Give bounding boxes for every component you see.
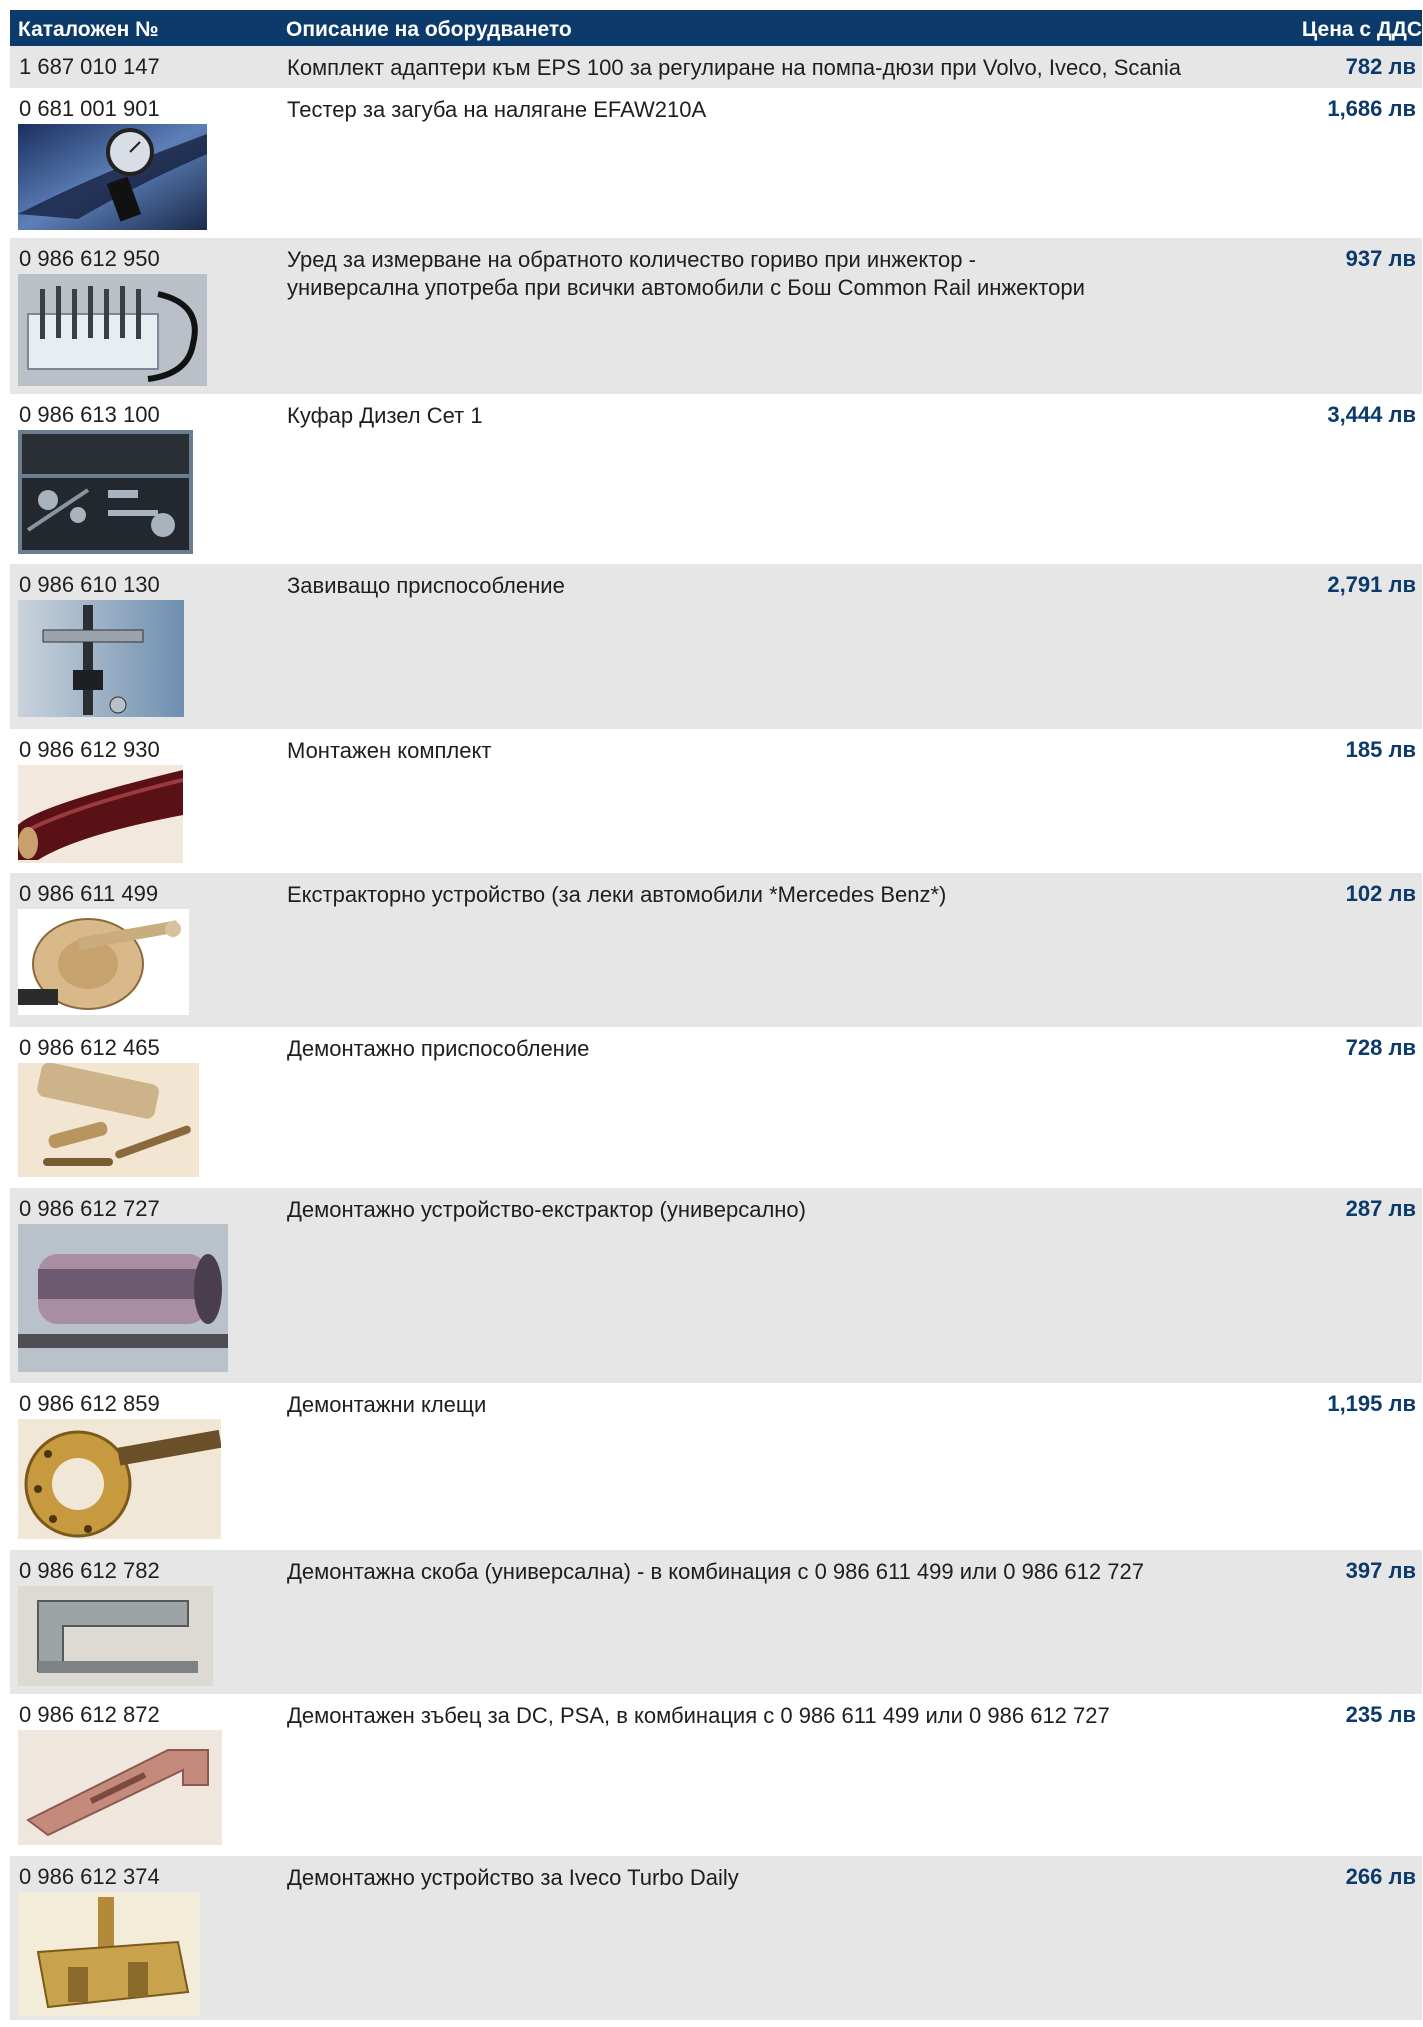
description-line: Комплект адаптери към EPS 100 за регулиране на помпа-дюзи при Volvo, Iveco, Scania [287,55,1181,80]
price: 235 лв [1345,1702,1416,1727]
description [287,737,1287,765]
description-line: Уред за измерване на обратното количество гориво при инжектор - [287,247,976,272]
table-row [10,238,1422,394]
header-description: Описание на оборудването [286,18,572,41]
price: 728 лв [1345,1035,1416,1060]
catalog-number: 0 986 612 727 [19,1196,160,1221]
price: 266 лв [1345,1864,1416,1889]
table-row [10,873,1422,1027]
description-line: Тестер за загуба на налягане EFAW210A [287,97,707,122]
description-line: Демонтажен зъбец за DC, PSA, в комбинация с 0 986 611 499 или 0 986 612 727 [287,1703,1110,1728]
price: 102 лв [1345,881,1416,906]
table-header [10,10,1422,46]
table-row [10,1856,1422,2020]
price: 397 лв [1345,1558,1416,1583]
catalog-number: 0 986 612 374 [19,1864,160,1889]
table-row [10,46,1422,88]
removal-bracket-image [18,1586,213,1686]
description-line: универсална употреба при всички автомобили с Бош Common Rail инжектори [287,275,1085,300]
description [287,881,1287,909]
catalog-number: 0 986 610 130 [19,572,160,597]
catalog-number: 0 986 612 930 [19,737,160,762]
description-line: Демонтажна скоба (универсална) - в комбинация с 0 986 611 499 или 0 986 612 727 [287,1559,1144,1584]
price: 782 лв [1345,54,1416,79]
table-row [10,729,1422,873]
catalog-number: 0 986 612 782 [19,1558,160,1583]
catalog-number: 0 986 612 859 [19,1391,160,1416]
description-line: Куфар Дизел Сет 1 [287,403,483,428]
price: 3,444 лв [1327,402,1416,427]
table-row [10,1550,1422,1694]
description [287,96,1287,124]
description-line: Монтажен комплект [287,738,492,763]
catalog-number: 0 681 001 901 [19,96,160,121]
injector-flow-meter-image [18,274,207,386]
table-row [10,564,1422,729]
description [287,572,1287,600]
extractor-device-image [18,909,189,1015]
price: 937 лв [1345,246,1416,271]
description [287,1196,1287,1224]
price: 2,791 лв [1327,572,1416,597]
catalog-number: 1 687 010 147 [19,54,160,79]
catalog-number: 0 986 612 465 [19,1035,160,1060]
removal-claw-image [18,1730,222,1845]
price: 1,195 лв [1327,1391,1416,1416]
description-line: Демонтажно устройство за Iveco Turbo Daily [287,1865,739,1890]
header-price: Цена с ДДС [1301,18,1422,41]
table-row [10,394,1422,564]
description [287,1702,1287,1730]
extractor-sleeve-image [18,1224,228,1372]
catalog-number: 0 986 613 100 [19,402,160,427]
description-line: Демонтажни клещи [287,1392,487,1417]
description [287,246,1287,302]
pressure-gauge-image [18,124,207,230]
price: 185 лв [1345,737,1416,762]
description [287,54,1287,82]
table-row [10,1383,1422,1550]
table-row [10,1188,1422,1383]
description-line: Демонтажно устройство-екстрактор (универсално) [287,1197,806,1222]
mounting-kit-image [18,765,183,863]
header-catalog-number: Каталожен № [18,18,159,41]
table-row [10,88,1422,238]
price: 1,686 лв [1327,96,1416,121]
diesel-set-case-image [18,430,193,554]
description [287,1391,1287,1419]
removal-tool-image [18,1063,199,1177]
description-line: Екстракторно устройство (за леки автомобили *Mercedes Benz*) [287,882,947,907]
table-row [10,1694,1422,1856]
description [287,1035,1287,1063]
description [287,1864,1287,1892]
description [287,1558,1287,1586]
catalog-number: 0 986 612 950 [19,246,160,271]
removal-pliers-image [18,1419,221,1539]
description-line: Демонтажно приспособление [287,1036,590,1061]
screwing-tool-image [18,600,184,717]
description [287,402,1287,430]
catalog-number: 0 986 612 872 [19,1702,160,1727]
iveco-removal-tool-image [18,1892,200,2016]
price-catalog [10,10,1422,2020]
description-line: Завиващо приспособление [287,573,565,598]
table-row [10,1027,1422,1188]
price: 287 лв [1345,1196,1416,1221]
catalog-number: 0 986 611 499 [19,881,159,906]
